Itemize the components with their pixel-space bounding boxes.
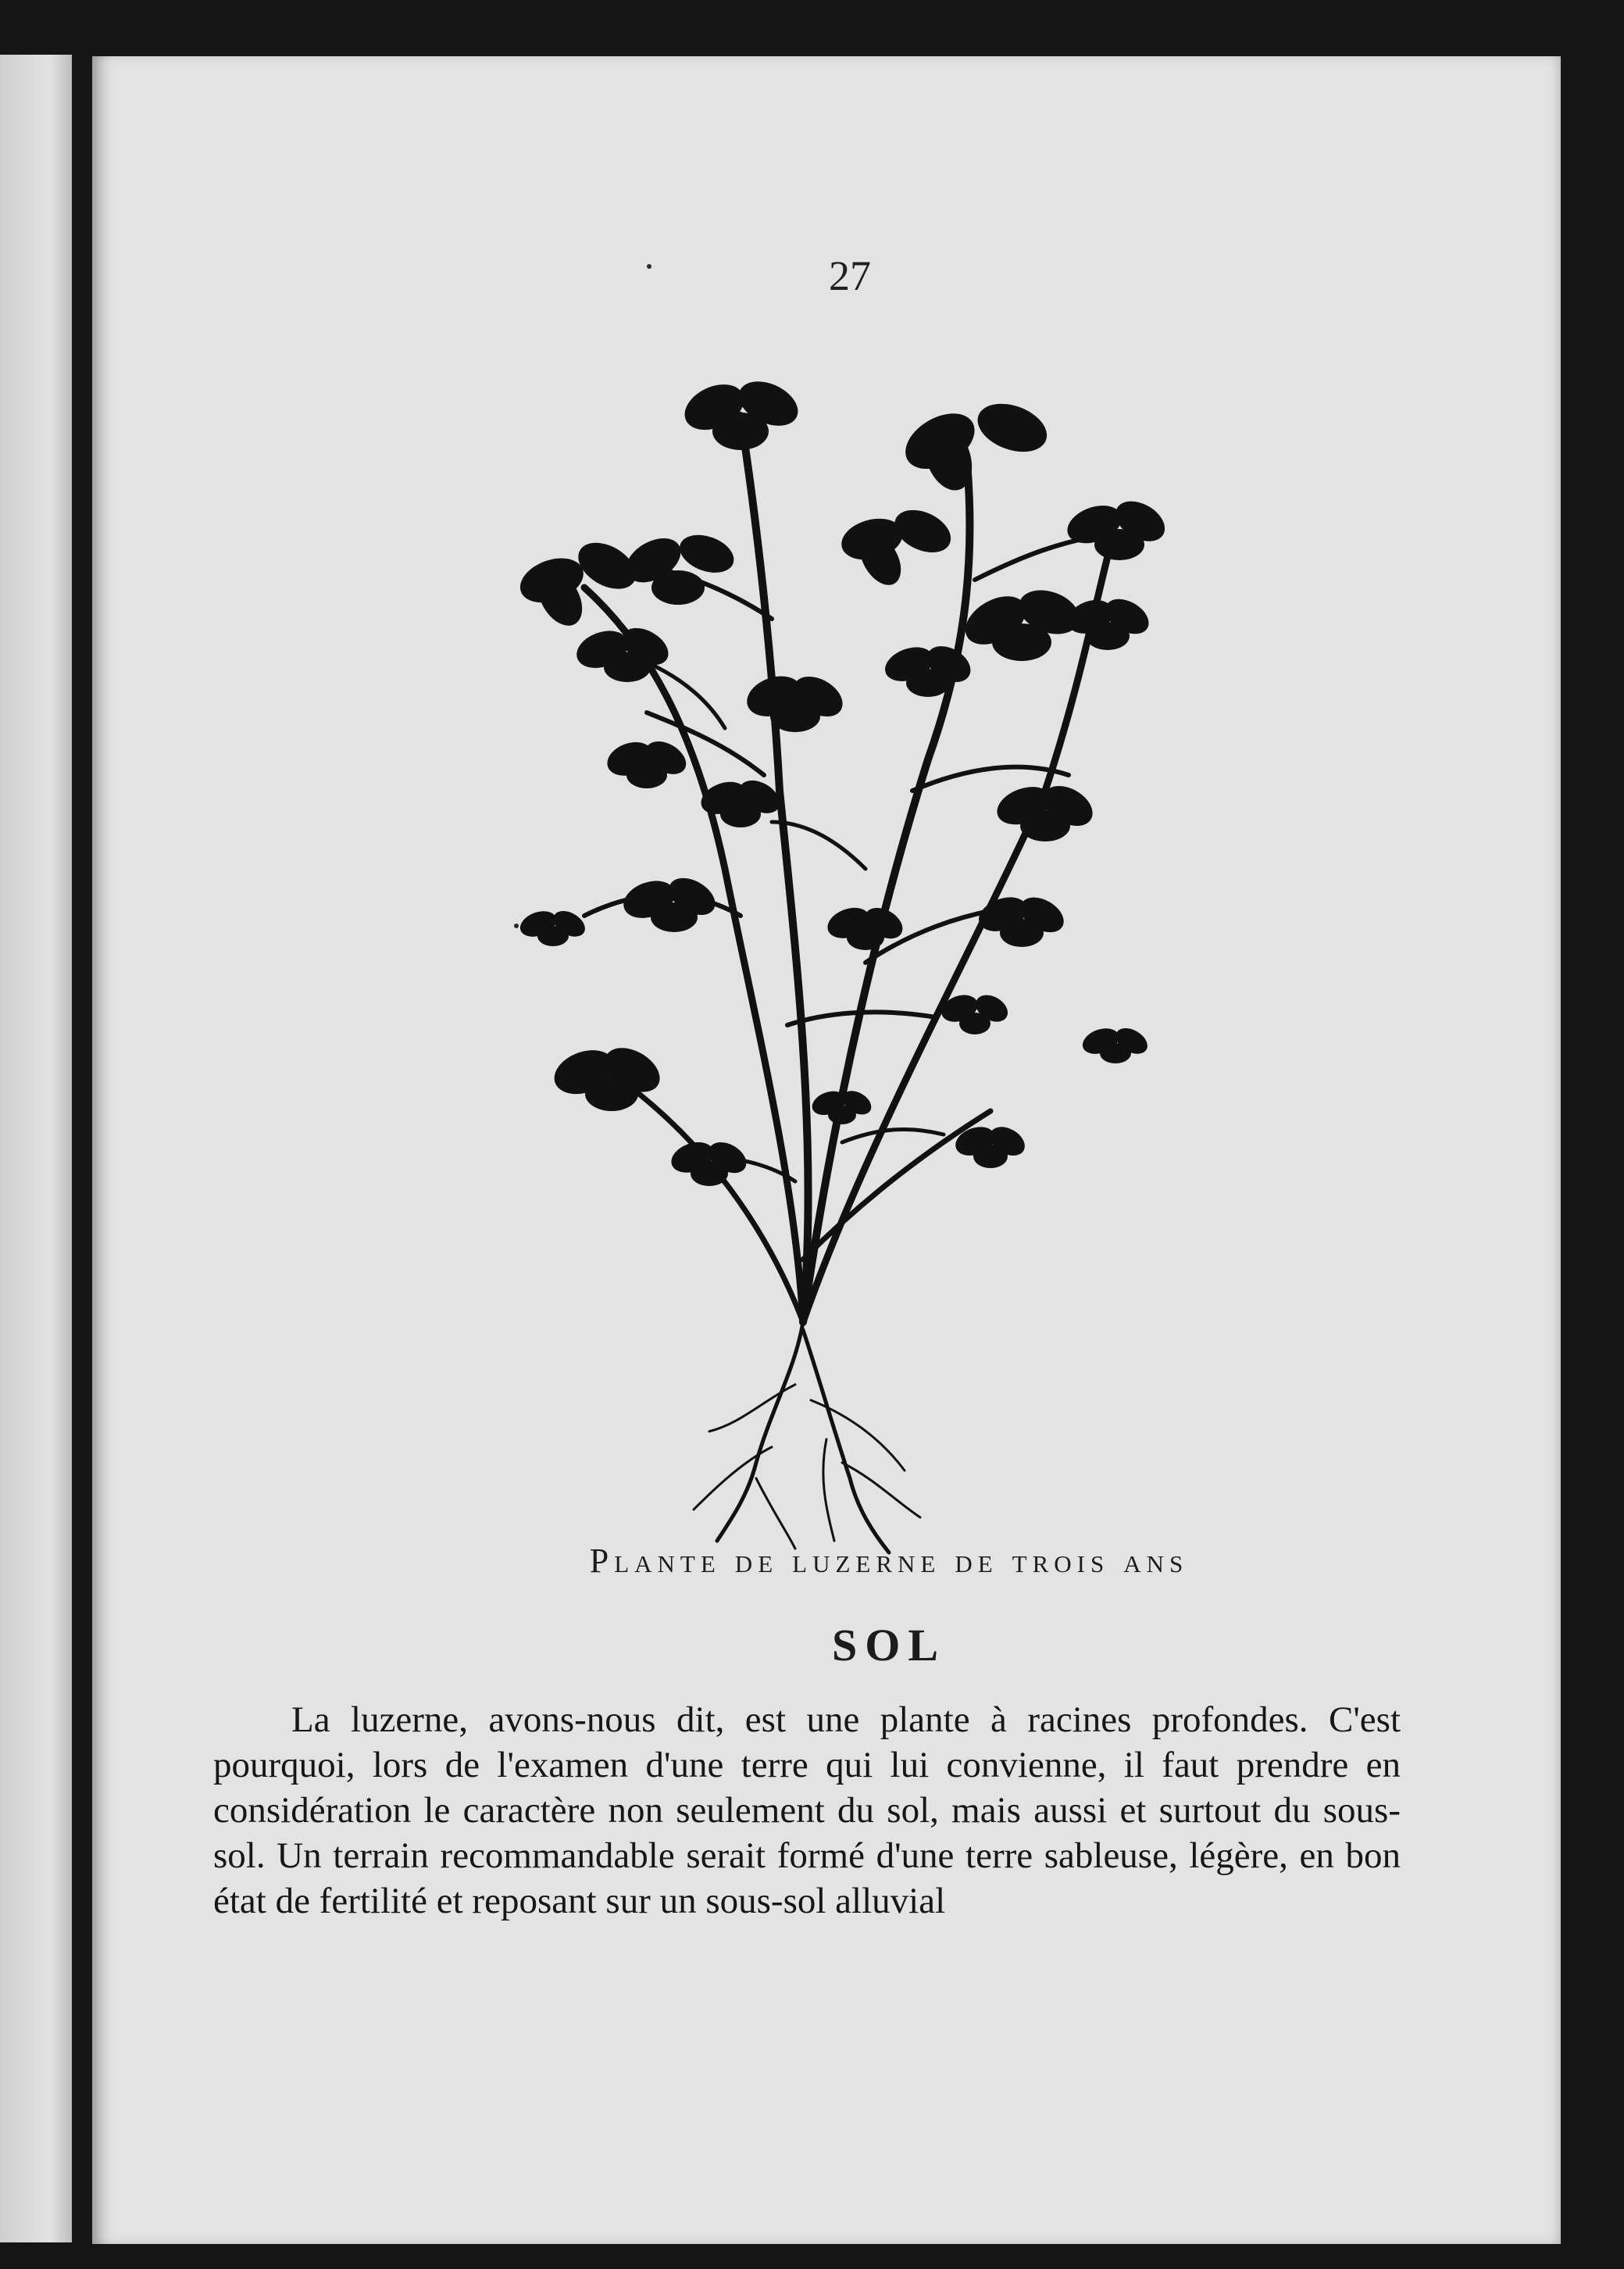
section-heading: SOL xyxy=(831,1620,947,1670)
alfalfa-plant-illustration xyxy=(428,322,1240,1556)
previous-page-edge xyxy=(0,55,72,2242)
figure-caption: Plante de luzerne de trois ans xyxy=(589,1542,1189,1580)
print-speck xyxy=(647,264,651,269)
page-number: 27 xyxy=(829,252,871,299)
body-paragraph: La luzerne, avons-nous dit, est une plante à racines profondes. C'est pourquoi, lors de l'examen d'une terre qui lui convienne, il faut prendre en considération le caractère non seulement du sol, mais aussi et surtout du sous-sol. Un terrain recommandable serait formé d'une terre sableuse, légère, en bon état de fertilité et reposant sur un sous-sol alluvial xyxy=(213,1699,1401,1921)
book-page xyxy=(92,56,1561,2244)
